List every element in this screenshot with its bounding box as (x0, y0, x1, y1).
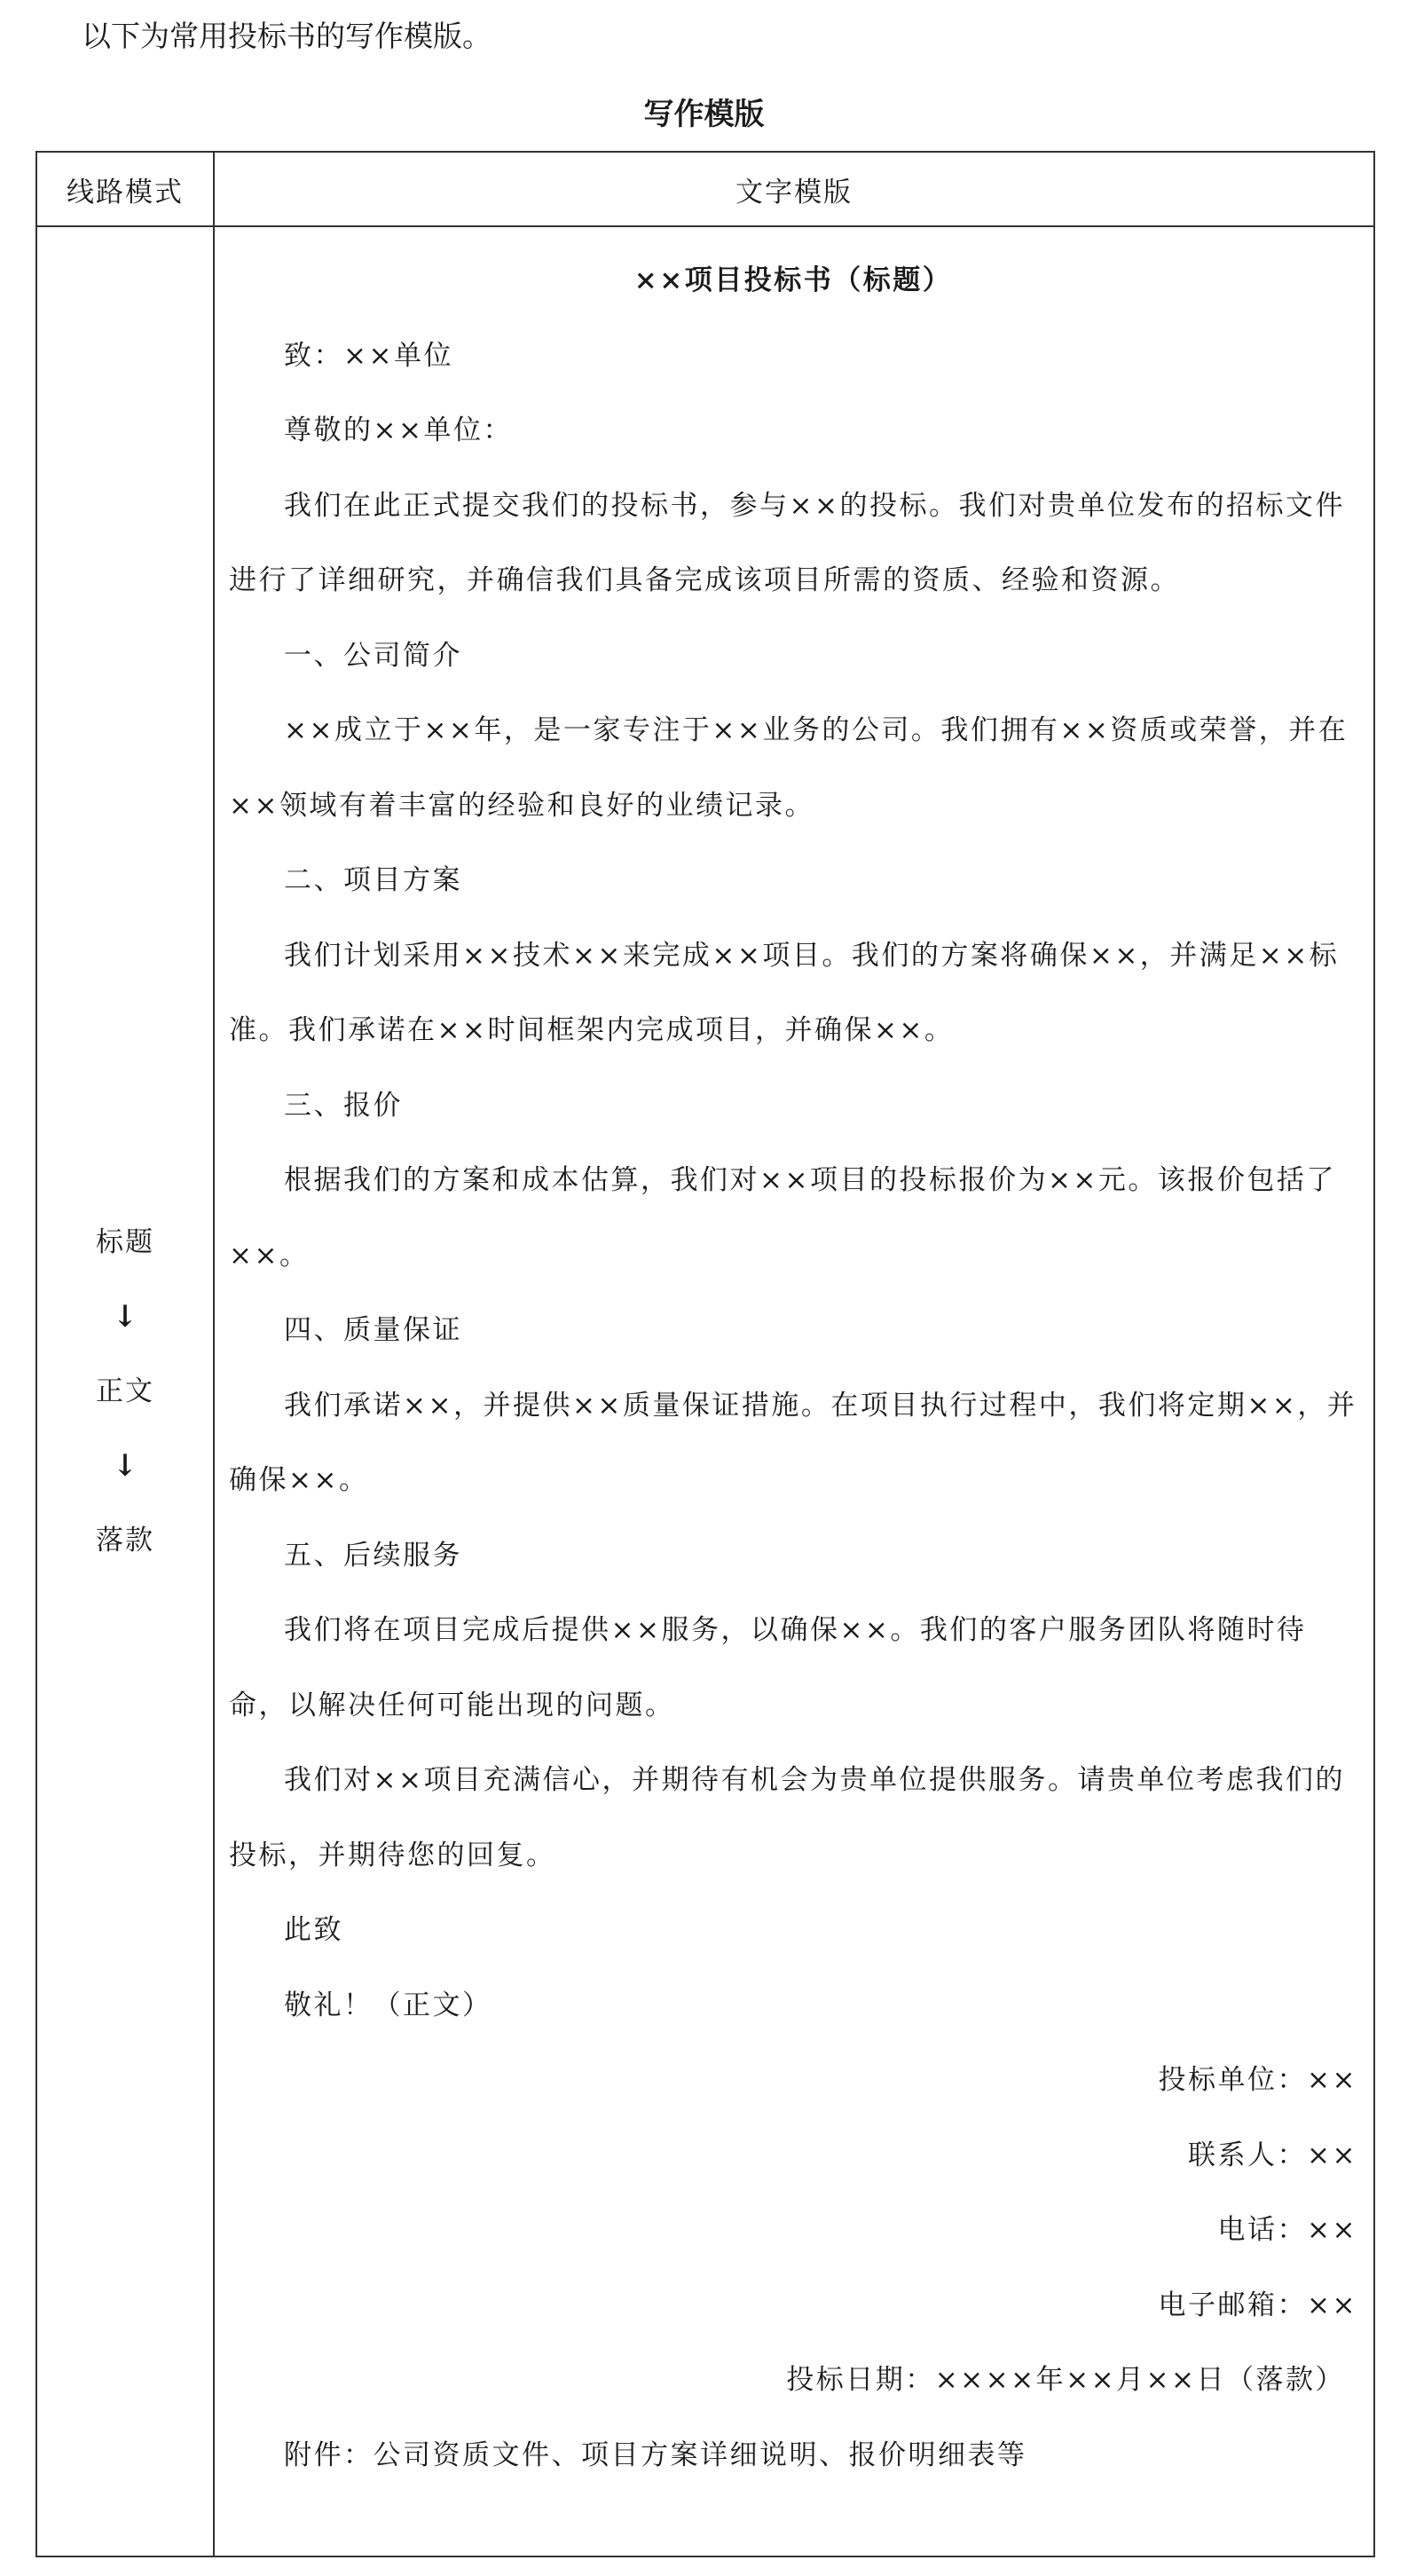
doc-attachments: 附件：公司资质文件、项目方案详细说明、报价明细表等 (284, 2438, 1027, 2471)
flow-step-body: 正文 (96, 1375, 154, 1407)
section-heading-quote: 三、报价 (284, 1089, 403, 1122)
section-body-service: 我们将在项目完成后提供××服务，以确保××。我们的客户服务团队将随时待命，以解决任何可能出现的问题。 (229, 1614, 1307, 1721)
doc-jing-li: 敬礼！（正文） (284, 1989, 492, 2021)
section-body-plan: 我们计划采用××技术××来完成××项目。我们的方案将确保××，并满足××标准。我们承诺在××时间框架内完成项目，并确保××。 (229, 939, 1340, 1046)
doc-salutation: 尊敬的××单位： (284, 414, 513, 446)
signature-email: 电子邮箱：×× (1158, 2288, 1357, 2321)
doc-opening: 我们在此正式提交我们的投标书，参与××的投标。我们对贵单位发布的招标文件进行了详细研究，并确信我们具备完成该项目所需的资质、经验和资源。 (229, 489, 1345, 596)
flow-cell (36, 226, 214, 2556)
flow-step-signature: 落款 (96, 1524, 154, 1556)
table-header-row (36, 152, 1374, 226)
down-arrow-icon: ↓ (112, 1299, 138, 1335)
header-route-mode: 线路模式 (36, 152, 214, 226)
table-body-row (36, 226, 1374, 2556)
table-caption: 写作模版 (643, 97, 765, 132)
doc-title: ××项目投标书（标题） (633, 264, 953, 296)
template-table (35, 151, 1375, 2557)
signature-contact: 联系人：×× (1188, 2139, 1357, 2171)
section-heading-plan: 二、项目方案 (284, 864, 462, 896)
down-arrow-icon: ↓ (112, 1448, 138, 1484)
header-text-template: 文字模版 (214, 152, 1374, 226)
section-body-quality: 我们承诺××，并提供××质量保证措施。在项目执行过程中，我们将定期××，并确保××。 (229, 1389, 1357, 1496)
signature-phone: 电话：×× (1217, 2214, 1357, 2246)
flow-step-title: 标题 (96, 1226, 154, 1258)
doc-closing: 我们对××项目充满信心，并期待有机会为贵单位提供服务。请贵单位考虑我们的投标，并期待您的回复。 (229, 1764, 1345, 1871)
signature-date: 投标日期：××××年××月××日（落款） (786, 2364, 1345, 2396)
signature-bidder: 投标单位：×× (1158, 2064, 1357, 2096)
intro-text: 以下为常用投标书的写作模版。 (82, 19, 492, 53)
section-heading-company: 一、公司简介 (284, 639, 462, 672)
doc-recipient: 致：××单位 (284, 339, 453, 372)
section-body-quote: 根据我们的方案和成本估算，我们对××项目的投标报价为××元。该报价包括了××。 (229, 1164, 1336, 1272)
section-body-company: ××成立于××年，是一家专注于××业务的公司。我们拥有××资质或荣誉，并在××领域有着丰富的经验和良好的业绩记录。 (229, 714, 1349, 822)
section-heading-service: 五、后续服务 (284, 1539, 462, 1572)
section-heading-quality: 四、质量保证 (284, 1314, 462, 1346)
template-text-cell (214, 226, 1374, 2556)
doc-ci-zhi: 此致 (284, 1914, 343, 1946)
